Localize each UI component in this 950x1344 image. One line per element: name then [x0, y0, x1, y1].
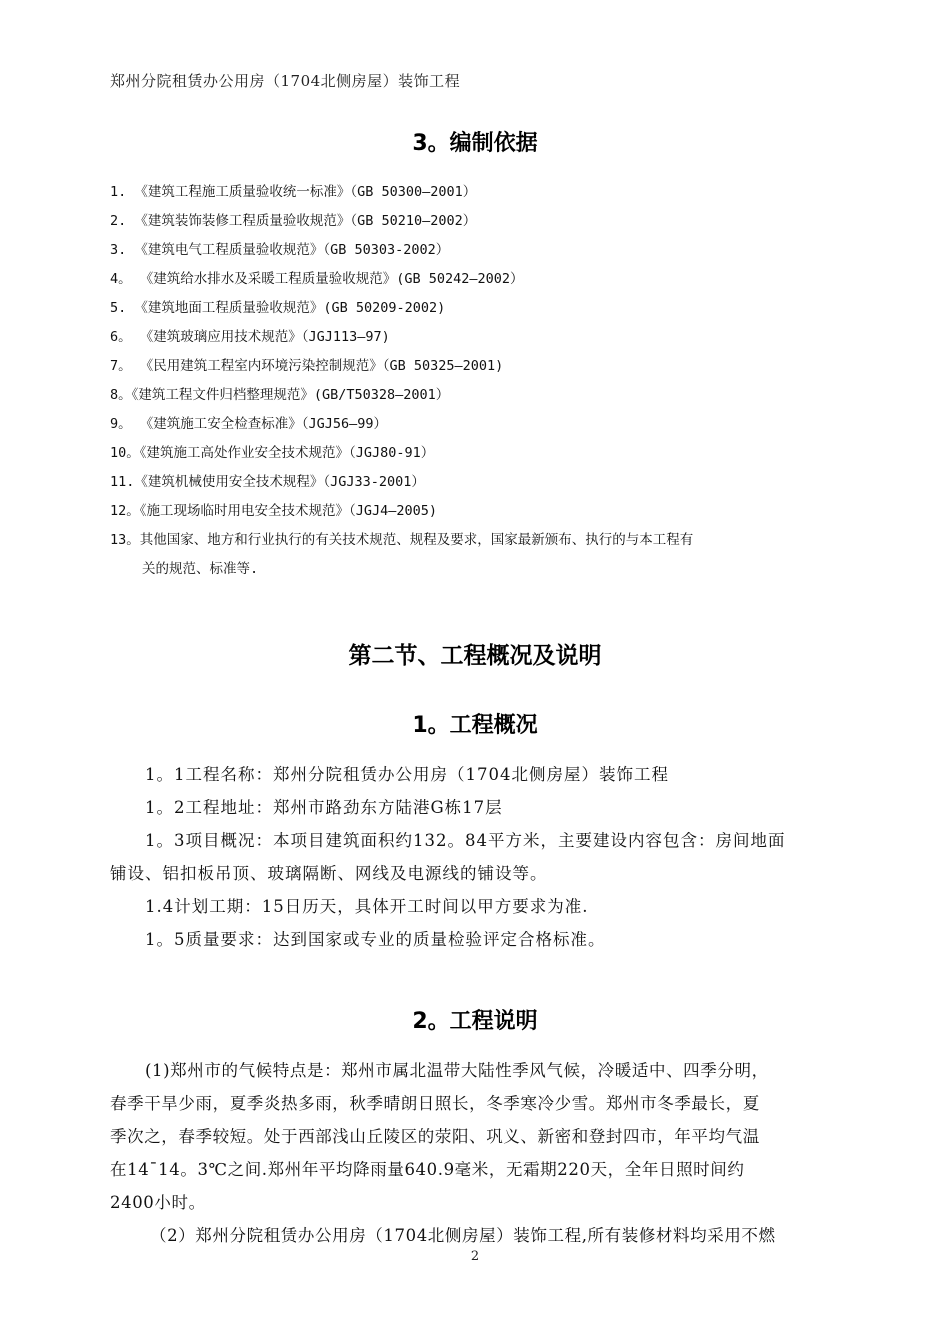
reference-item: 7。 《民用建筑工程室内环境污染控制规范》（GB 50325—2001) — [110, 358, 504, 374]
reference-item: 2. 《建筑装饰装修工程质量验收规范》（GB 50210—2002） — [110, 213, 477, 229]
reference-item: 5. 《建筑地面工程质量验收规范》(GB 50209-2002) — [110, 300, 446, 316]
description-block — [110, 1054, 840, 1252]
project-schedule: 1.4计划工期：15日历天，具体开工时间以甲方要求为准. — [145, 897, 589, 916]
project-quality: 1。5质量要求：达到国家或专业的质量检验评定合格标准。 — [145, 930, 606, 949]
reference-item: 9。 《建筑施工安全检查标准》（JGJ56—99） — [110, 416, 388, 432]
reference-item: 10。《建筑施工高处作业安全技术规范》（JGJ80-91） — [110, 445, 435, 461]
chapter-title: 第二节、工程概况及说明 — [348, 643, 602, 669]
reference-item: 8。《建筑工程文件归档整理规范》(GB/T50328—2001） — [110, 387, 450, 403]
climate-line4: 在14¯14。3℃之间.郑州年平均降雨量640.9毫米，无霜期220天，全年日照时间约 — [110, 1160, 745, 1179]
reference-list — [110, 178, 840, 584]
materials-line1: （2）郑州分院租赁办公用房（1704北侧房屋）装饰工程,所有装修材料均采用不燃 — [150, 1226, 776, 1245]
reference-item: 6。 《建筑玻璃应用技术规范》（JGJ113—97) — [110, 329, 390, 345]
climate-line5: 2400小时。 — [110, 1193, 206, 1212]
section-title-basis: 3。编制依据 — [412, 131, 538, 156]
reference-item: 1. 《建筑工程施工质量验收统一标准》（GB 50300—2001） — [110, 184, 477, 200]
reference-item: 12。《施工现场临时用电安全技术规范》（JGJ4—2005) — [110, 503, 438, 519]
climate-line1: (1)郑州市的气候特点是：郑州市属北温带大陆性季风气候，冷暖适中、四季分明， — [145, 1061, 769, 1080]
climate-line3: 季次之，春季较短。处于西部浅山丘陵区的荥阳、巩义、新密和登封四市，年平均气温 — [110, 1127, 760, 1146]
reference-13-line1: 13。其他国家、地方和行业执行的有关技术规范、规程及要求，国家最新颁布、执行的与本工程有 — [110, 532, 694, 548]
overview-block — [110, 758, 840, 956]
page-number: 2 — [470, 1249, 480, 1264]
section-title-overview: 1。工程概况 — [412, 713, 538, 738]
reference-item: 3. 《建筑电气工程质量验收规范》（GB 50303-2002） — [110, 242, 450, 258]
project-address: 1。2工程地址：郑州市路劲东方陆港G栋17层 — [145, 798, 503, 817]
climate-line2: 春季干旱少雨，夏季炎热多雨，秋季晴朗日照长，冬季寒冷少雪。郑州市冬季最长，夏 — [110, 1094, 760, 1113]
reference-item-13 — [110, 526, 840, 584]
project-summary-line2: 铺设、铝扣板吊顶、玻璃隔断、网线及电源线的铺设等。 — [110, 864, 548, 883]
project-summary-line1: 1。3项目概况：本项目建筑面积约132。84平方米，主要建设内容包含：房间地面 — [145, 831, 786, 850]
reference-13-line2: 关的规范、标准等. — [142, 561, 259, 577]
section-title-description: 2。工程说明 — [412, 1009, 538, 1034]
reference-item: 11.《建筑机械使用安全技术规程》（JGJ33-2001） — [110, 474, 425, 490]
reference-item: 4。 《建筑给水排水及采暖工程质量验收规范》(GB 50242—2002） — [110, 271, 524, 287]
project-name: 1。1工程名称：郑州分院租赁办公用房（1704北侧房屋）装饰工程 — [145, 765, 669, 784]
page-header: 郑州分院租赁办公用房（1704北侧房屋）装饰工程 — [110, 72, 461, 90]
